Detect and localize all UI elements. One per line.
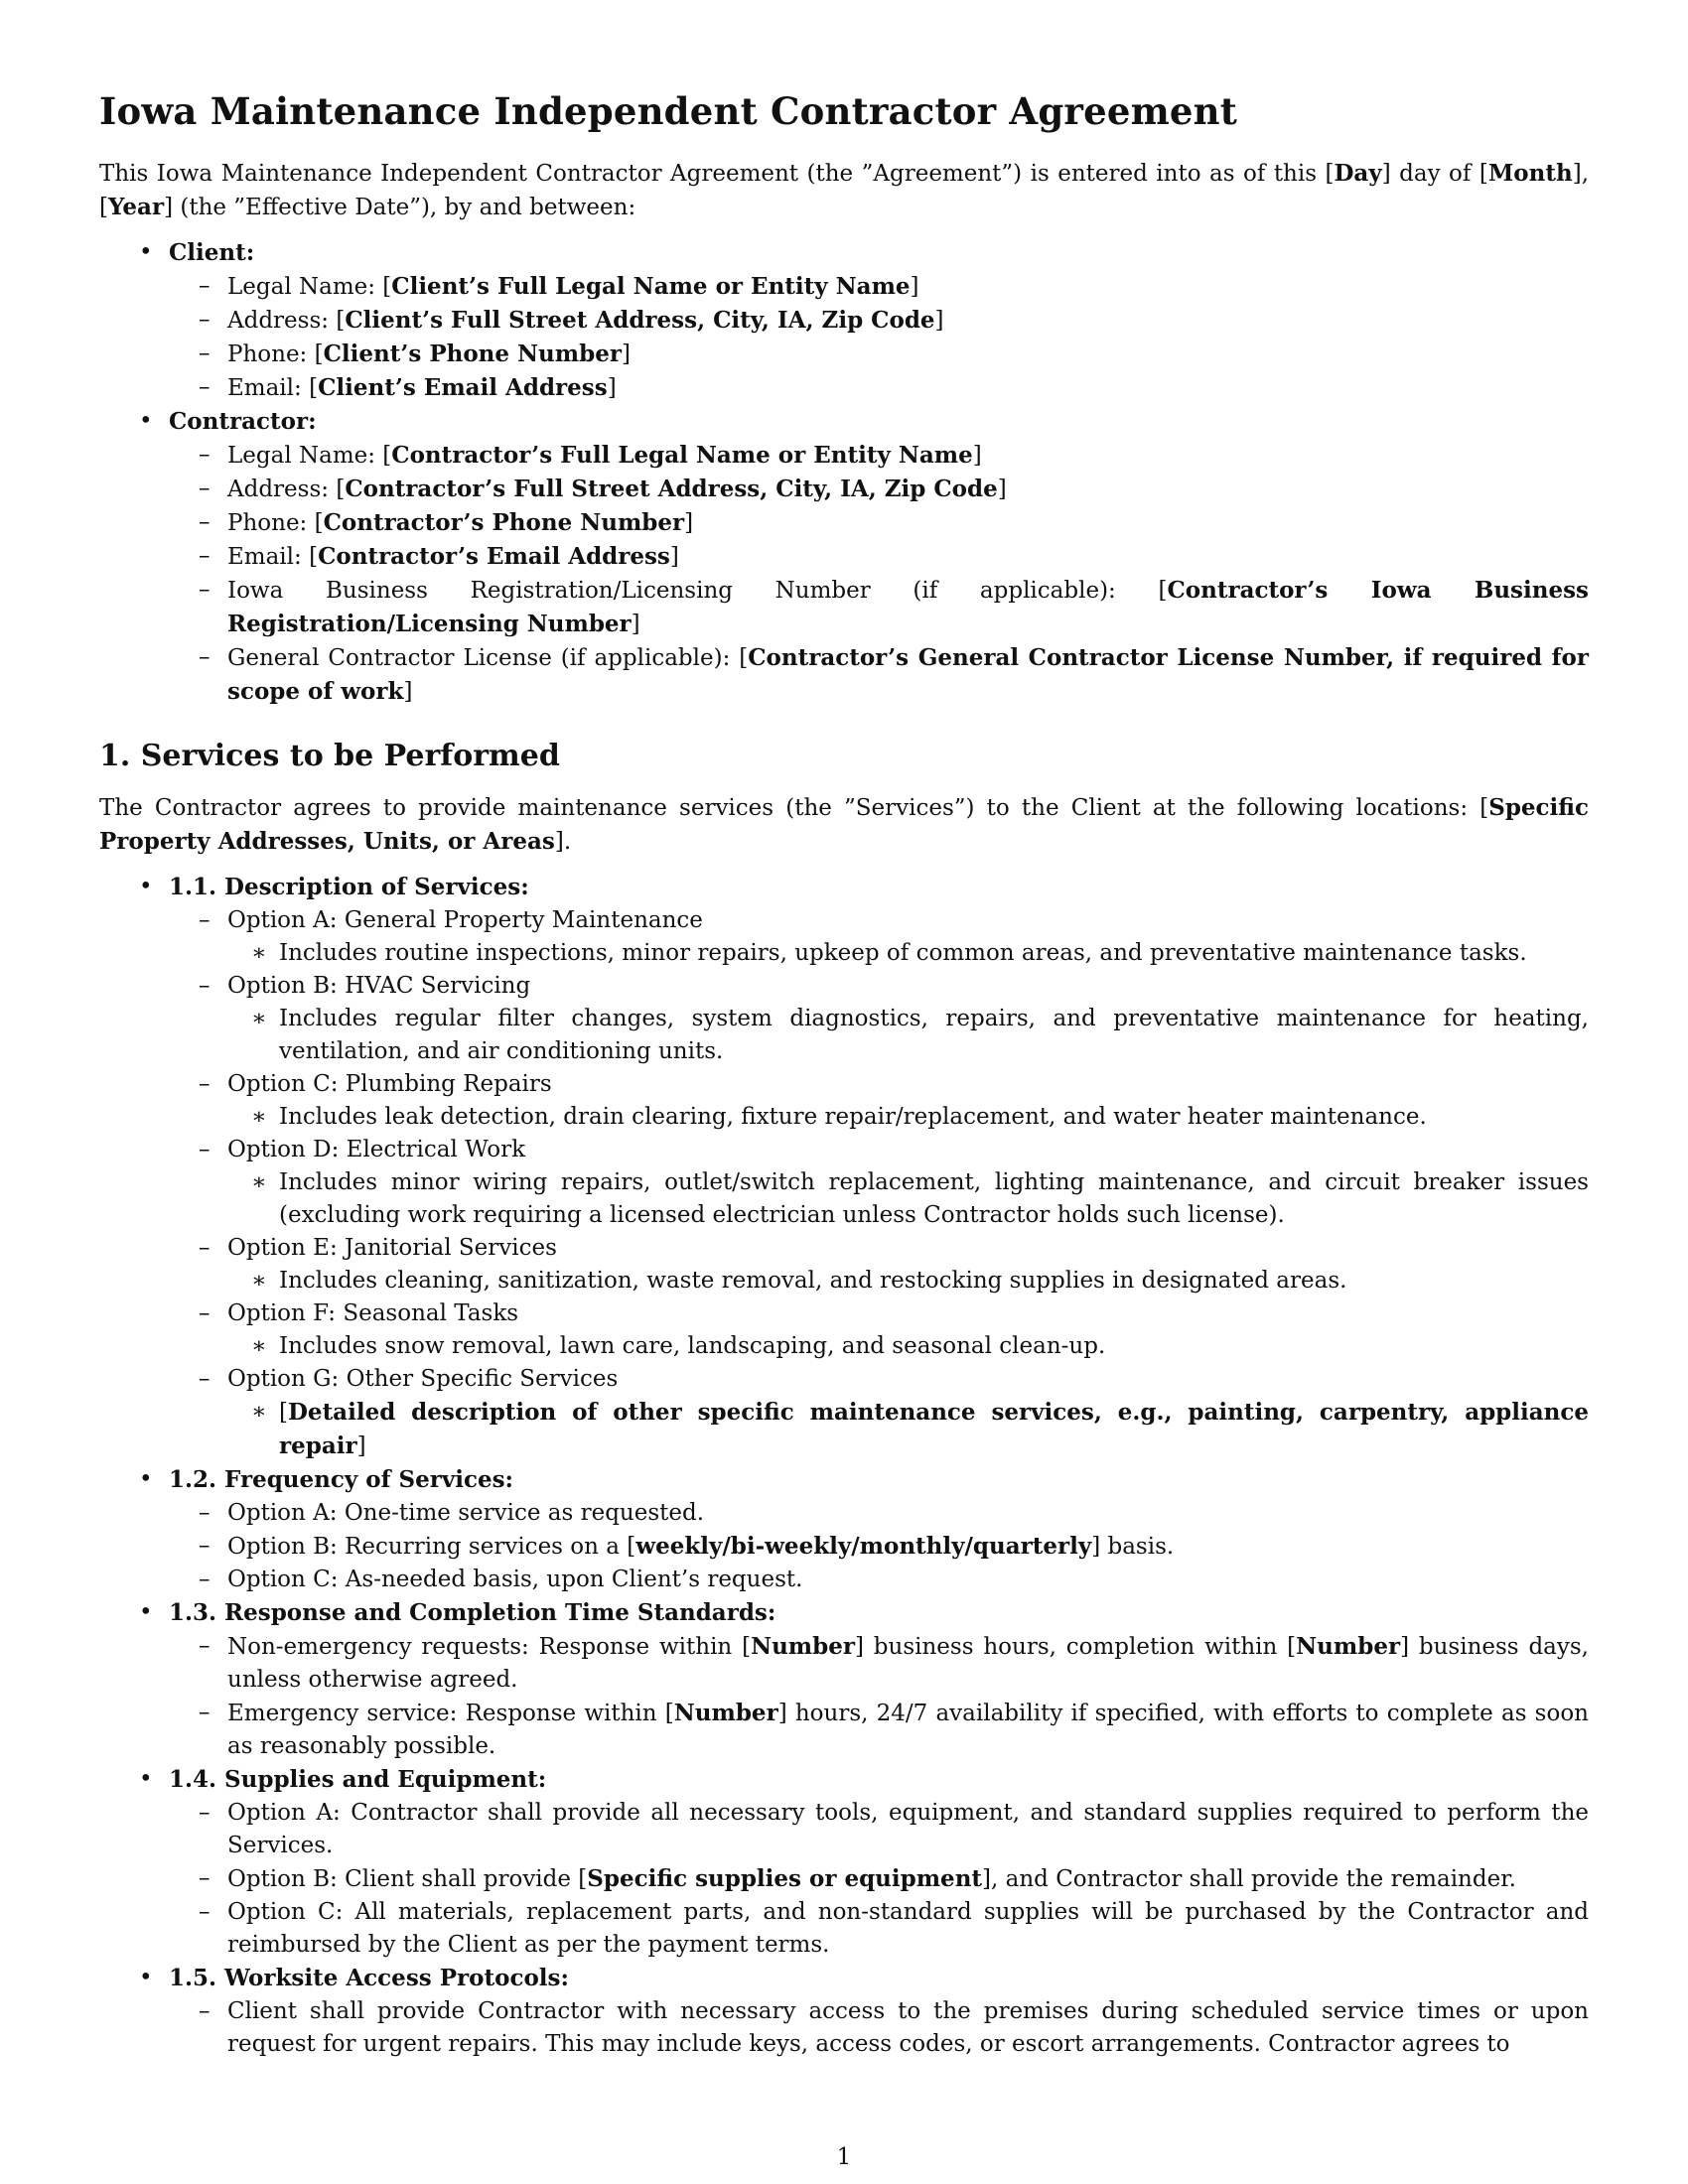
section-1-2-heading: 1.2. Frequency of Services: [169,1466,514,1493]
option-a-desc: ∗ Includes routine inspections, minor repairs, upkeep of common areas, and preventative maintenance tasks. [227,937,1589,970]
contractor-legal-name: – Legal Name: [Contractor’s Full Legal Name or Entity Name] [169,439,1589,473]
client-email: – Email: [Client’s Email Address] [169,371,1589,405]
client-phone: – Phone: [Client’s Phone Number] [169,338,1589,371]
section-1-1-heading: 1.1. Description of Services: [169,874,529,900]
contractor-item [99,405,1589,709]
section-1-intro: The Contractor agrees to provide maintenance services (the ”Services”) to the Client at the following locations: [Specific Property Addresses, Units, or Areas]. [99,794,1589,855]
section-1-3 [99,1596,1589,1763]
access-protocol: – Client shall provide Contractor with necessary access to the premises during scheduled service times or upon request for urgent repairs. This may include keys, access codes, or escort arrangements. Contractor agrees to [169,1995,1589,2061]
option-d-desc: ∗ Includes minor wiring repairs, outlet/switch replacement, lighting maintenance, and circuit breaker issues (excluding work requiring a licensed electrician unless Contractor holds such license). [227,1166,1589,1232]
emergency-standard: – Emergency service: Response within [Number] hours, 24/7 availability if specified, with efforts to complete as soon as reasonably possible. [169,1697,1589,1763]
supplies-b: – Option B: Client shall provide [Specific supplies or equipment], and Contractor shall provide the remainder. [169,1862,1589,1896]
section-1-5-heading: 1.5. Worksite Access Protocols: [169,1965,569,1991]
option-g-desc: ∗ [Detailed description of other specific maintenance services, e.g., painting, carpentry, appliance repair] [227,1396,1589,1463]
frequency-c: – Option C: As-needed basis, upon Client’s request. [169,1564,1589,1596]
option-e: – Option E: Janitorial Services ∗ Includes cleaning, sanitization, waste removal, and restocking supplies in designated areas. [169,1232,1589,1297]
non-emergency-standard: – Non-emergency requests: Response within [Number] business hours, completion within [Number] business days, unless otherwise agreed. [169,1630,1589,1697]
section-1-3-heading: 1.3. Response and Completion Time Standards: [169,1599,776,1626]
section-1-4-heading: 1.4. Supplies and Equipment: [169,1766,547,1793]
contractor-registration: – Iowa Business Registration/Licensing Number (if applicable): [Contractor’s Iowa Business Registration/Licensing Number] [169,574,1589,641]
section-1-1 [99,871,1589,1463]
option-f-desc: ∗ Includes snow removal, lawn care, landscaping, and seasonal clean-up. [227,1330,1589,1363]
option-a: – Option A: General Property Maintenance ∗ Includes routine inspections, minor repairs, upkeep of common areas, and preventative maintenance tasks. [169,904,1589,970]
frequency-a: – Option A: One-time service as requested. [169,1497,1589,1530]
intro-paragraph: This Iowa Maintenance Independent Contractor Agreement (the ”Agreement”) is entered into as of this [Day] day of [Month], [Year] (the ”Effective Date”), by and between: [99,160,1590,220]
section-1-list [99,871,1589,2061]
section-1-2 [99,1463,1589,1596]
client-legal-name: – Legal Name: [Client’s Full Legal Name or Entity Name] [169,270,1589,304]
option-g: – Option G: Other Specific Services ∗ [Detailed description of other specific maintenance services, e.g., painting, carpentry, appliance repair] [169,1363,1589,1463]
document-title: Iowa Maintenance Independent Contractor Agreement [99,89,1238,133]
option-b-desc: ∗ Includes regular filter changes, system diagnostics, repairs, and preventative maintenance for heating, ventilation, and air conditioning units. [227,1003,1589,1068]
contractor-gc-license: – General Contractor License (if applicable): [Contractor’s General Contractor License Number, if required for scope of work] [169,641,1589,709]
option-b: – Option B: HVAC Servicing ∗ Includes regular filter changes, system diagnostics, repairs, and preventative maintenance for heating, ventilation, and air conditioning units. [169,970,1589,1068]
option-f: – Option F: Seasonal Tasks ∗ Includes snow removal, lawn care, landscaping, and seasonal clean-up. [169,1297,1589,1363]
page-number: 1 [836,2144,852,2170]
section-1-5 [99,1962,1589,2061]
supplies-c: – Option C: All materials, replacement parts, and non-standard supplies will be purchased by the Contractor and reimbursed by the Client as per the payment terms. [169,1896,1589,1962]
option-c: – Option C: Plumbing Repairs ∗ Includes leak detection, drain clearing, fixture repair/replacement, and water heater maintenance. [169,1068,1589,1134]
section-1-heading: 1. Services to be Performed [99,739,560,773]
client-item [99,236,1589,405]
option-d: – Option D: Electrical Work ∗ Includes minor wiring repairs, outlet/switch replacement, lighting maintenance, and circuit breaker issues (excluding work requiring a licensed electrician unless Contractor holds such license). [169,1134,1589,1232]
frequency-b: – Option B: Recurring services on a [weekly/bi-weekly/monthly/quarterly] basis. [169,1530,1589,1564]
contractor-email: – Email: [Contractor’s Email Address] [169,540,1589,574]
contractor-address: – Address: [Contractor’s Full Street Address, City, IA, Zip Code] [169,473,1589,506]
contractor-phone: – Phone: [Contractor’s Phone Number] [169,506,1589,540]
contractor-heading: Contractor: [169,408,317,435]
option-c-desc: ∗ Includes leak detection, drain clearing, fixture repair/replacement, and water heater maintenance. [227,1101,1589,1134]
client-address: – Address: [Client’s Full Street Address, City, IA, Zip Code] [169,304,1589,338]
client-heading: Client: [169,239,255,266]
parties-list [99,236,1589,709]
supplies-a: – Option A: Contractor shall provide all necessary tools, equipment, and standard supplies required to perform the Services. [169,1797,1589,1862]
section-1-4 [99,1763,1589,1962]
option-e-desc: ∗ Includes cleaning, sanitization, waste removal, and restocking supplies in designated areas. [227,1265,1589,1297]
